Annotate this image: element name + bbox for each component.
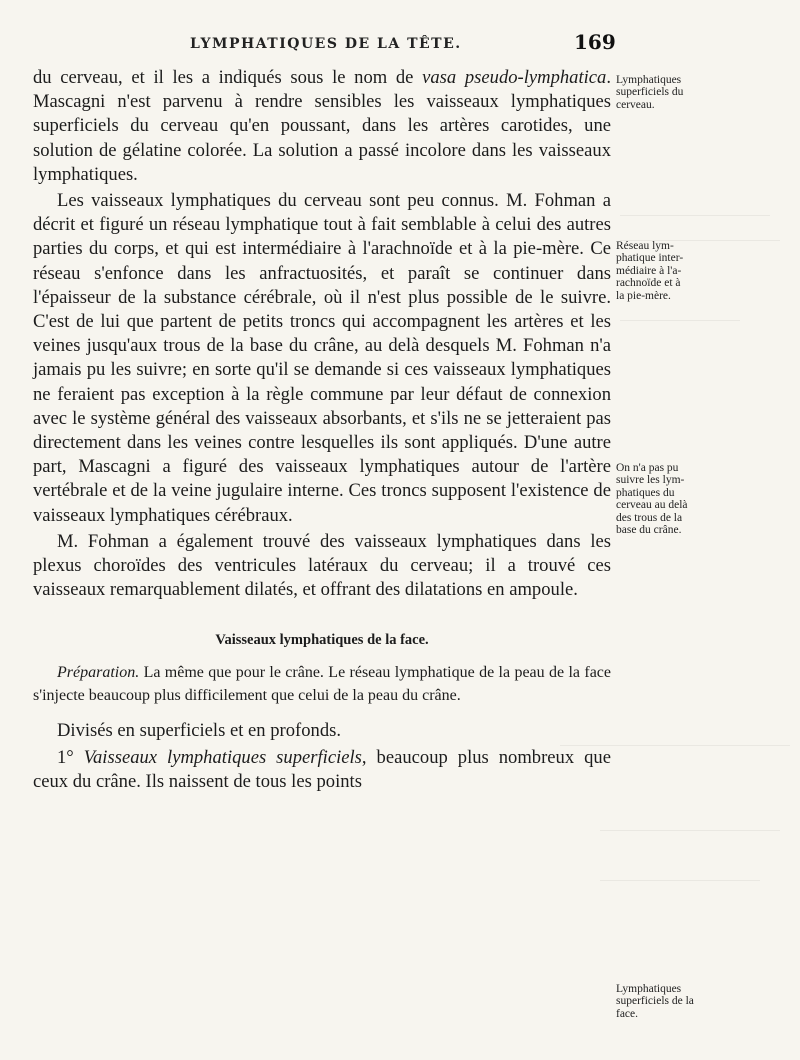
latin-term: vasa pseudo-lymphatica bbox=[422, 67, 607, 88]
page-number: 169 bbox=[574, 30, 616, 54]
running-title: LYMPHATIQUES DE LA TÊTE. bbox=[190, 36, 462, 52]
preparation-note: Préparation. La même que pour le crâne. Le réseau lymphatique de la peau de la face s'injecte beaucoup plus difficilement que celui de la peau du crâne. bbox=[33, 664, 611, 705]
margin-note-4: Lymphatiques superficiels de la face. bbox=[616, 983, 694, 1020]
paragraph-2: Les vaisseaux lymphatiques du cerveau sont peu connus. M. Fohman a décrit et figuré un réseau lymphatique tout à fait semblable à celui des autres parties du corps, et qui est intermédiaire à l'arachnoïde et à la pie-mère. Ce réseau s'enfonce dans les anfractuosités, et paraît se continuer dans l'épaisseur de la substance cérébrale, où il n'est plus possible de le suivre. C'est de lui que partent de petits troncs qui accompagnent les artères et les veines jusqu'aux trous de la base du crâne, au delà desquels M. Fohman n'a jamais pu les suivre; en sorte qu'il se demande si ces vaisseaux lymphatiques ne feraient pas exception à la règle commune par leur défaut de connexion avec le système général des vaisseaux absorbants, et s'ils ne se jetteraient pas directement dans les veines contre lesquelles ils sont appliqués. D'une autre part, Mascagni a figuré des vaisseaux lymphatiques autour de l'artère vertébrale et de la veine jugulaire interne. Ces troncs supposent l'existence de vaisseaux lymphatiques cérébraux. bbox=[33, 190, 611, 526]
paragraph-4: Divisés en superficiels et en profonds. bbox=[57, 720, 341, 742]
main-text bbox=[33, 66, 611, 794]
page-header bbox=[0, 30, 800, 60]
margin-note-3: On n'a pas pu suivre les lym- phatiques du cerveau au delà des trous de la base du crâne. bbox=[616, 462, 688, 537]
paragraph-1: du cerveau, et il les a indiqués sous le nom de vasa pseudo-lymphatica. Mascagni n'est parvenu à rendre sensibles les vaisseaux lymphatiques superficiels du cerveau qu'en poussant, dans les artères carotides, une solution de gélatine colorée. La solution a passé incolore dans les vaisseaux lymphatiques. bbox=[33, 67, 611, 185]
paragraph-3: M. Fohman a également trouvé des vaisseaux lymphatiques dans les plexus choroïdes des ventricules latéraux du cerveau; il a trouvé ces vaisseaux remarquablement dilatés, et offrant des dilatations en ampoule. bbox=[33, 530, 611, 601]
paragraph-5: 1° Vaisseaux lymphatiques superficiels, beaucoup plus nombreux que ceux du crâne. Ils naissent de tous les points bbox=[33, 746, 611, 792]
section-title: Vaisseaux lymphatiques de la face. bbox=[215, 632, 429, 649]
margin-note-1: Lymphatiques superficiels du cerveau. bbox=[616, 74, 684, 111]
margin-note-2: Réseau lym- phatique inter- médiaire à l'a- rachnoïde et à la pie-mère. bbox=[616, 240, 684, 302]
